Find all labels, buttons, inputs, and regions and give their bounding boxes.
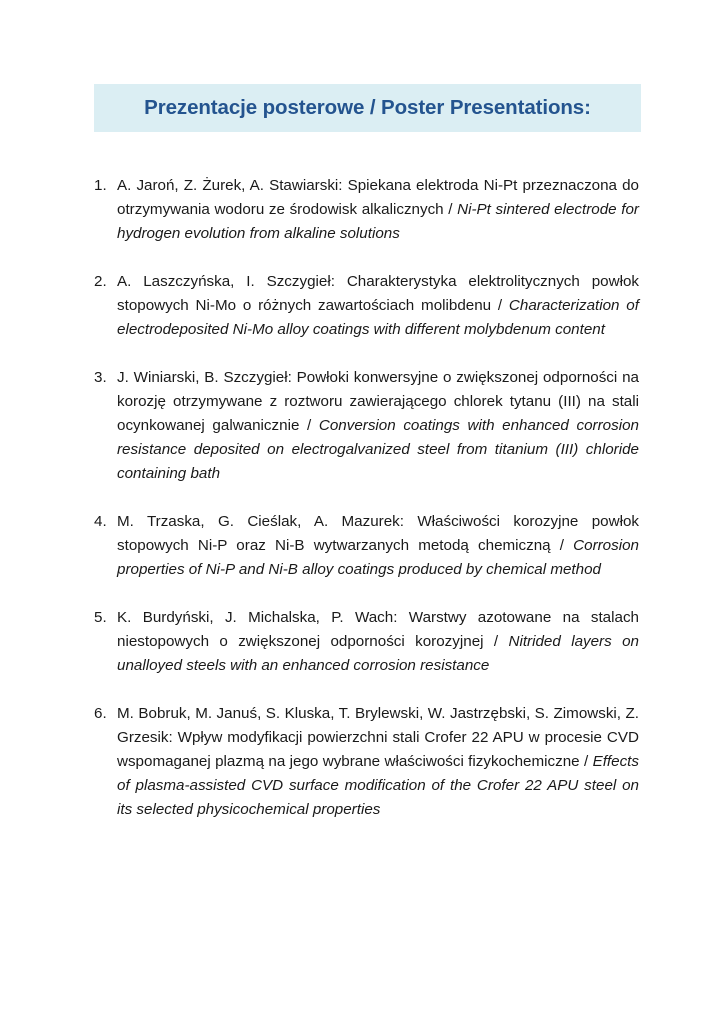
item-polish-title: M. Bobruk, M. Januś, S. Kluska, T. Brylewski, W. Jastrzębski, S. Zimowski, Z. Grzesik: Wpływ modyfikacji powierzchni stali Crofer 22 APU w procesie CVD wspomaganej plazmą na jego wybrane właściwości fizykochemiczne xyxy=(117,705,639,770)
item-separator: / xyxy=(443,201,458,218)
list-item xyxy=(94,606,639,678)
item-text xyxy=(117,510,639,582)
item-number: 5. xyxy=(94,609,107,626)
list-item xyxy=(94,270,639,342)
item-number: 6. xyxy=(94,705,107,722)
item-polish-title: A. Jaroń, Z. Żurek, A. Stawiarski: Spiekana elektroda Ni-Pt przeznaczona do otrzymywania wodoru ze środowisk alkalicznych xyxy=(117,177,639,218)
section-header-band xyxy=(94,84,641,132)
item-number: 1. xyxy=(94,177,107,194)
item-number: 2. xyxy=(94,273,107,290)
item-separator: / xyxy=(579,753,593,770)
item-text xyxy=(117,174,639,246)
item-text xyxy=(117,702,639,822)
item-polish-title: M. Trzaska, G. Cieślak, A. Mazurek: Właściwości korozyjne powłok stopowych Ni-P oraz Ni-B wytwarzanych metodą chemiczną xyxy=(117,513,639,554)
list-item xyxy=(94,702,639,822)
item-english-title: Effects of plasma-assisted CVD surface modification of the Crofer 22 APU steel on its selected physicochemical properties xyxy=(117,753,639,818)
item-polish-title: K. Burdyński, J. Michalska, P. Wach: Warstwy azotowane na stalach niestopowych o zwiększonej odporności korozyjnej xyxy=(117,609,639,650)
item-english-title: Nitrided layers on unalloyed steels with an enhanced corrosion resistance xyxy=(117,633,639,674)
list-item xyxy=(94,510,639,582)
item-text xyxy=(117,606,639,678)
item-english-title: Corrosion properties of Ni-P and Ni-B alloy coatings produced by chemical method xyxy=(117,537,639,578)
item-separator: / xyxy=(299,417,319,434)
item-text xyxy=(117,366,639,486)
item-english-title: Ni-Pt sintered electrode for hydrogen evolution from alkaline solutions xyxy=(117,201,639,242)
item-english-title: Conversion coatings with enhanced corrosion resistance deposited on electrogalvanized steel from titanium (III) chloride containing bath xyxy=(117,417,639,482)
item-number: 4. xyxy=(94,513,107,530)
section-title: Prezentacje posterowe / Poster Presentations: xyxy=(144,96,591,119)
item-number: 3. xyxy=(94,369,107,386)
item-separator: / xyxy=(550,537,574,554)
item-polish-title: J. Winiarski, B. Szczygieł: Powłoki konwersyjne o zwiększonej odporności na korozję otrzymywane z roztworu zawierającego chlorek tytanu (III) na stali ocynkowanej galwanicznie xyxy=(117,369,639,434)
item-text xyxy=(117,270,639,342)
item-polish-title: A. Laszczyńska, I. Szczygieł: Charakterystyka elektrolitycznych powłok stopowych Ni-Mo o różnych zawartościach molibdenu xyxy=(117,273,639,314)
list-item xyxy=(94,366,639,486)
list-item xyxy=(94,174,639,246)
item-separator: / xyxy=(491,297,509,314)
item-separator: / xyxy=(483,633,509,650)
item-english-title: Characterization of electrodeposited Ni-Mo alloy coatings with different molybdenum content xyxy=(117,297,639,338)
poster-presentations-list xyxy=(94,174,639,846)
